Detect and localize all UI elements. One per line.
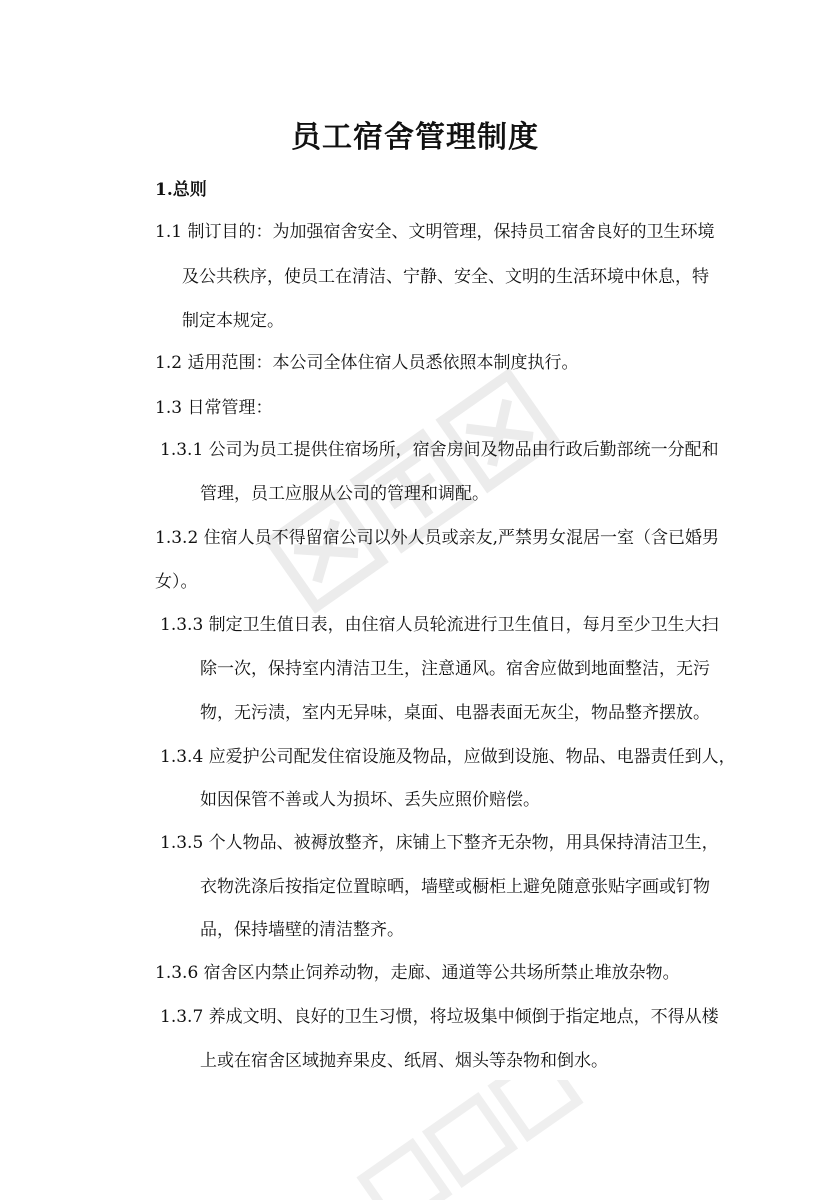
paragraph-line: 衣物洗涤后按指定位置晾晒，墙壁或橱柜上避免随意张贴字画或钉物 <box>200 877 710 897</box>
paragraph-line: 物，无污渍，室内无异味，桌面、电器表面无灰尘，物品整齐摆放。 <box>200 703 710 723</box>
paragraph-line: 上或在宿舍区域抛弃果皮、纸屑、烟头等杂物和倒水。 <box>200 1051 608 1071</box>
watermark-logo-bottom <box>340 1080 600 1200</box>
paragraph-line: 品，保持墙壁的清洁整齐。 <box>200 920 404 940</box>
paragraph-line: 1.3.2 住宿人员不得留宿公司以外人员或亲友,严禁男女混居一室（含已婚男 <box>155 528 720 548</box>
paragraph-line: 除一次，保持室内清洁卫生，注意通风。宿舍应做到地面整洁，无污 <box>200 659 710 679</box>
paragraph-line: 及公共秩序，使员工在清洁、宁静、安全、文明的生活环境中休息，特 <box>182 267 709 287</box>
paragraph-line: 1.3.7 养成文明、良好的卫生习惯，将垃圾集中倾倒于指定地点，不得从楼 <box>160 1007 719 1027</box>
paragraph-line: 1.1 制订目的：为加强宿舍安全、文明管理，保持员工宿舍良好的卫生环境 <box>155 222 715 242</box>
paragraph-line: 制定本规定。 <box>182 311 284 331</box>
paragraph-line: 女）。 <box>155 572 198 592</box>
section-heading: 1.总则 <box>155 180 207 200</box>
paragraph-line: 1.3.5 个人物品、被褥放整齐，床铺上下整齐无杂物，用具保持清洁卫生， <box>160 833 719 853</box>
paragraph-line: 1.3.3 制定卫生值日表，由住宿人员轮流进行卫生值日，每月至少卫生大扫 <box>160 615 719 635</box>
paragraph-line: 管理，员工应服从公司的管理和调配。 <box>200 484 489 504</box>
paragraph-line: 1.2 适用范围：本公司全体住宿人员悉依照本制度执行。 <box>155 353 579 373</box>
paragraph-line: 1.3.1 公司为员工提供住宿场所，宿舍房间及物品由行政后勤部统一分配和 <box>160 440 719 460</box>
paragraph-line: 如因保管不善或人为损坏、丢失应照价赔偿。 <box>200 790 540 810</box>
document-title: 员工宿舍管理制度 <box>291 120 539 155</box>
paragraph-line: 1.3 日常管理： <box>155 398 273 418</box>
paragraph-line: 1.3.4 应爱护公司配发住宿设施及物品，应做到设施、物品、电器责任到人， <box>160 747 736 767</box>
paragraph-line: 1.3.6 宿舍区内禁止饲养动物，走廊、通道等公共场所禁止堆放杂物。 <box>155 963 680 983</box>
